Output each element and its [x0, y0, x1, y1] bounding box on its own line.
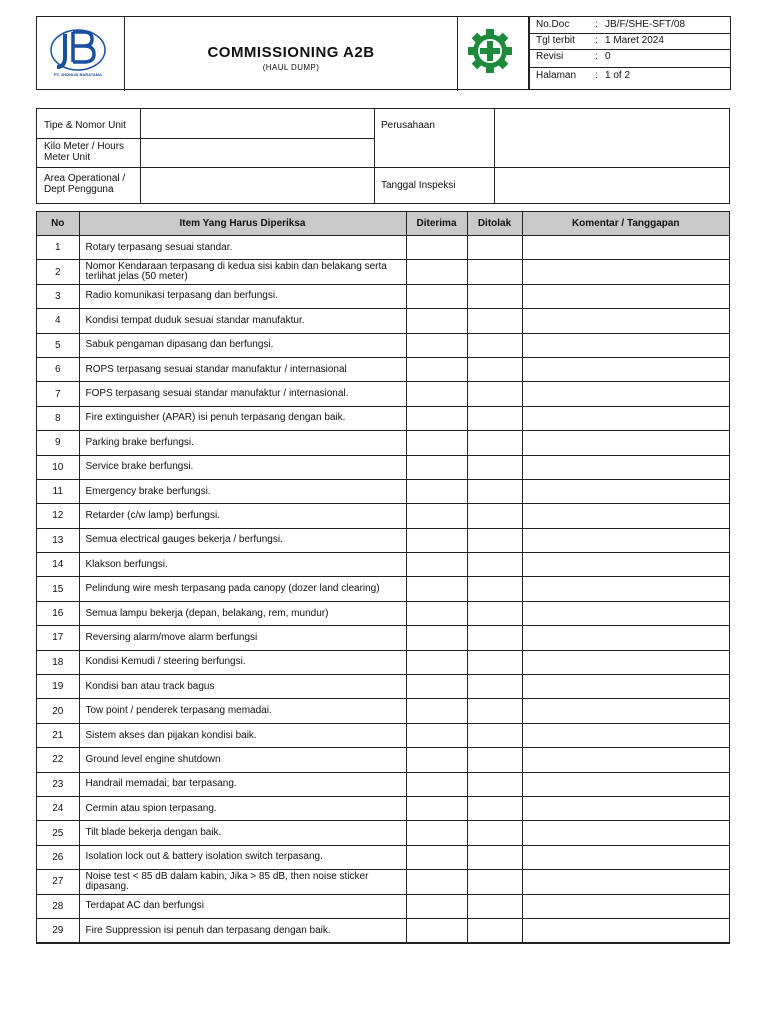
ditolak-cell[interactable] — [467, 650, 522, 674]
column-header-komentar: Komentar / Tanggapan — [522, 212, 729, 236]
diterima-cell[interactable] — [406, 406, 467, 430]
ditolak-cell[interactable] — [467, 577, 522, 601]
diterima-cell[interactable] — [406, 796, 467, 820]
diterima-cell[interactable] — [406, 821, 467, 845]
komentar-cell[interactable] — [522, 772, 729, 796]
row-item: Pelindung wire mesh terpasang pada canopy (dozer land clearing) — [79, 577, 406, 601]
tipe-nomor-unit-label: Tipe & Nomor Unit — [44, 120, 126, 131]
document-info-box — [528, 16, 731, 90]
diterima-cell[interactable] — [406, 626, 467, 650]
ditolak-cell[interactable] — [467, 675, 522, 699]
row-item: Semua lampu bekerja (depan, belakang, rem, mundur) — [79, 601, 406, 625]
tanggal-inspeksi-label: Tanggal Inspeksi — [381, 180, 456, 191]
table-row — [37, 601, 729, 625]
table-row — [37, 796, 729, 820]
row-number: 20 — [37, 699, 79, 723]
komentar-cell[interactable] — [522, 821, 729, 845]
ditolak-cell[interactable] — [467, 699, 522, 723]
column-header-no: No — [37, 212, 79, 236]
komentar-cell[interactable] — [522, 406, 729, 430]
diterima-cell[interactable] — [406, 601, 467, 625]
row-number: 2 — [37, 260, 79, 284]
ditolak-cell[interactable] — [467, 260, 522, 284]
komentar-cell[interactable] — [522, 626, 729, 650]
row-item: Kondisi tempat duduk sesuai standar manufaktur. — [79, 309, 406, 333]
komentar-cell[interactable] — [522, 845, 729, 869]
row-number: 19 — [37, 675, 79, 699]
row-item: Semua electrical gauges bekerja / berfungsi. — [79, 528, 406, 552]
page-title: COMMISSIONING A2B — [207, 44, 375, 61]
row-item: Kondisi Kemudi / steering berfungsi. — [79, 650, 406, 674]
doc-info-row — [529, 68, 730, 84]
doc-info-label: Halaman — [536, 70, 577, 81]
table-row — [37, 260, 729, 284]
row-number: 7 — [37, 382, 79, 406]
table-row — [37, 382, 729, 406]
row-number: 5 — [37, 333, 79, 357]
table-row — [37, 479, 729, 503]
row-number: 27 — [37, 870, 79, 894]
ditolak-cell[interactable] — [467, 870, 522, 894]
table-row — [37, 723, 729, 747]
table-row — [37, 284, 729, 308]
row-number: 23 — [37, 772, 79, 796]
table-row — [37, 748, 729, 772]
table-row — [37, 870, 729, 894]
komentar-cell[interactable] — [522, 333, 729, 357]
table-row — [37, 626, 729, 650]
doc-info-label: No.Doc — [536, 19, 570, 30]
ditolak-cell[interactable] — [467, 918, 522, 942]
table-row — [37, 650, 729, 674]
diterima-cell[interactable] — [406, 675, 467, 699]
doc-info-value: 1 of 2 — [605, 70, 631, 81]
komentar-cell[interactable] — [522, 260, 729, 284]
ditolak-cell[interactable] — [467, 528, 522, 552]
row-number: 9 — [37, 431, 79, 455]
doc-info-separator: : — [595, 70, 598, 81]
row-item: Fire extinguisher (APAR) isi penuh terpasang dengan baik. — [79, 406, 406, 430]
checklist-table — [36, 211, 730, 944]
table-row — [37, 821, 729, 845]
komentar-cell[interactable] — [522, 870, 729, 894]
ditolak-cell[interactable] — [467, 553, 522, 577]
komentar-cell[interactable] — [522, 309, 729, 333]
row-number: 29 — [37, 918, 79, 942]
ditolak-cell[interactable] — [467, 309, 522, 333]
doc-info-separator: : — [595, 19, 598, 30]
company-name: PT. JHONLIN BARATAMA — [53, 72, 103, 77]
row-number: 18 — [37, 650, 79, 674]
title-cell — [125, 17, 458, 91]
ditolak-cell[interactable] — [467, 284, 522, 308]
diterima-cell[interactable] — [406, 284, 467, 308]
row-number: 16 — [37, 601, 79, 625]
row-item: Emergency brake berfungsi. — [79, 479, 406, 503]
row-number: 14 — [37, 553, 79, 577]
row-number: 21 — [37, 723, 79, 747]
ditolak-cell[interactable] — [467, 748, 522, 772]
table-row — [37, 553, 729, 577]
doc-info-label: Revisi — [536, 51, 564, 62]
diterima-cell[interactable] — [406, 723, 467, 747]
diterima-cell[interactable] — [406, 870, 467, 894]
komentar-cell[interactable] — [522, 918, 729, 942]
ditolak-cell[interactable] — [467, 796, 522, 820]
row-number: 6 — [37, 357, 79, 381]
row-item: Handrail memadai; bar terpasang. — [79, 772, 406, 796]
doc-info-row — [529, 49, 730, 65]
row-number: 11 — [37, 479, 79, 503]
row-number: 22 — [37, 748, 79, 772]
diterima-cell[interactable] — [406, 650, 467, 674]
komentar-cell[interactable] — [522, 382, 729, 406]
row-item: Isolation lock out & battery isolation switch terpasang. — [79, 845, 406, 869]
column-header-item: Item Yang Harus Diperiksa — [79, 212, 406, 236]
doc-info-value: 0 — [605, 51, 611, 62]
row-item: Noise test < 85 dB dalam kabin, Jika > 85 dB, then noise sticker dipasang. — [79, 870, 406, 894]
ditolak-cell[interactable] — [467, 406, 522, 430]
ditolak-cell[interactable] — [467, 821, 522, 845]
row-item: Reversing alarm/move alarm berfungsi — [79, 626, 406, 650]
row-item: ROPS terpasang sesuai standar manufaktur / internasional — [79, 357, 406, 381]
row-number: 15 — [37, 577, 79, 601]
doc-info-row — [529, 17, 730, 33]
row-item: Radio komunikasi terpasang dan berfungsi. — [79, 284, 406, 308]
ditolak-cell[interactable] — [467, 236, 522, 260]
row-number: 8 — [37, 406, 79, 430]
logo-cell — [37, 17, 125, 91]
komentar-cell[interactable] — [522, 748, 729, 772]
ditolak-cell[interactable] — [467, 845, 522, 869]
ditolak-cell[interactable] — [467, 504, 522, 528]
row-item: Sabuk pengaman dipasang dan berfungsi. — [79, 333, 406, 357]
doc-info-separator: : — [595, 51, 598, 62]
ditolak-cell[interactable] — [467, 431, 522, 455]
unit-info-section — [36, 108, 730, 204]
perusahaan-field[interactable] — [495, 109, 729, 167]
table-row — [37, 845, 729, 869]
table-row — [37, 309, 729, 333]
table-row — [37, 772, 729, 796]
diterima-cell[interactable] — [406, 382, 467, 406]
row-number: 25 — [37, 821, 79, 845]
komentar-cell[interactable] — [522, 577, 729, 601]
column-header-ditolak: Ditolak — [467, 212, 522, 236]
komentar-cell[interactable] — [522, 723, 729, 747]
tipe-nomor-unit-field[interactable] — [141, 109, 374, 138]
komentar-cell[interactable] — [522, 236, 729, 260]
table-row — [37, 918, 729, 942]
row-item: Sistem akses dan pijakan kondisi baik. — [79, 723, 406, 747]
doc-info-separator: : — [595, 35, 598, 46]
row-item: Klakson berfungsi. — [79, 553, 406, 577]
perusahaan-label: Perusahaan — [381, 120, 435, 131]
row-number: 13 — [37, 528, 79, 552]
table-row — [37, 357, 729, 381]
diterima-cell[interactable] — [406, 772, 467, 796]
kilo-meter-hours-field[interactable] — [141, 139, 374, 167]
table-row — [37, 504, 729, 528]
komentar-cell[interactable] — [522, 650, 729, 674]
row-number: 4 — [37, 309, 79, 333]
diterima-cell[interactable] — [406, 894, 467, 918]
kilo-meter-hours-label: Kilo Meter / Hours Meter Unit — [44, 141, 125, 163]
row-item: Nomor Kendaraan terpasang di kedua sisi kabin dan belakang serta terlihat jelas (50 meter) — [79, 260, 406, 284]
diterima-cell[interactable] — [406, 748, 467, 772]
area-operational-field[interactable] — [141, 168, 374, 203]
ditolak-cell[interactable] — [467, 894, 522, 918]
komentar-cell[interactable] — [522, 553, 729, 577]
row-number: 17 — [37, 626, 79, 650]
diterima-cell[interactable] — [406, 479, 467, 503]
diterima-cell[interactable] — [406, 455, 467, 479]
diterima-cell[interactable] — [406, 236, 467, 260]
table-row — [37, 699, 729, 723]
row-item: Fire Suppression isi penuh dan terpasang dengan baik. — [79, 918, 406, 942]
column-header-diterima: Diterima — [406, 212, 467, 236]
diterima-cell[interactable] — [406, 577, 467, 601]
row-item: Parking brake berfungsi. — [79, 431, 406, 455]
table-row — [37, 894, 729, 918]
row-number: 1 — [37, 236, 79, 260]
row-number: 3 — [37, 284, 79, 308]
doc-info-row — [529, 33, 730, 49]
document-header — [36, 16, 530, 90]
table-row — [37, 675, 729, 699]
doc-info-value: JB/F/SHE-SFT/08 — [605, 19, 686, 30]
komentar-cell[interactable] — [522, 675, 729, 699]
ditolak-cell[interactable] — [467, 382, 522, 406]
row-item: Tow point / penderek terpasang memadai. — [79, 699, 406, 723]
row-number: 28 — [37, 894, 79, 918]
komentar-cell[interactable] — [522, 284, 729, 308]
safety-logo-cell — [458, 17, 531, 91]
table-row — [37, 528, 729, 552]
table-row — [37, 455, 729, 479]
diterima-cell[interactable] — [406, 333, 467, 357]
table-row — [37, 406, 729, 430]
komentar-cell[interactable] — [522, 796, 729, 820]
diterima-cell[interactable] — [406, 699, 467, 723]
row-item: Retarder (c/w lamp) berfungsi. — [79, 504, 406, 528]
diterima-cell[interactable] — [406, 431, 467, 455]
table-row — [37, 236, 729, 260]
row-item: Rotary terpasang sesuai standar. — [79, 236, 406, 260]
komentar-cell[interactable] — [522, 479, 729, 503]
komentar-cell[interactable] — [522, 528, 729, 552]
table-row — [37, 431, 729, 455]
komentar-cell[interactable] — [522, 699, 729, 723]
doc-info-label: Tgl terbit — [536, 35, 575, 46]
row-number: 12 — [37, 504, 79, 528]
diterima-cell[interactable] — [406, 845, 467, 869]
diterima-cell[interactable] — [406, 309, 467, 333]
ditolak-cell[interactable] — [467, 357, 522, 381]
ditolak-cell[interactable] — [467, 626, 522, 650]
diterima-cell[interactable] — [406, 528, 467, 552]
komentar-cell[interactable] — [522, 601, 729, 625]
row-number: 10 — [37, 455, 79, 479]
row-number: 26 — [37, 845, 79, 869]
table-row — [37, 577, 729, 601]
komentar-cell[interactable] — [522, 431, 729, 455]
ditolak-cell[interactable] — [467, 333, 522, 357]
row-item: Service brake berfungsi. — [79, 455, 406, 479]
row-item: Kondisi ban atau track bagus — [79, 675, 406, 699]
row-item: Ground level engine shutdown — [79, 748, 406, 772]
komentar-cell[interactable] — [522, 357, 729, 381]
row-item: Terdapat AC dan berfungsi — [79, 894, 406, 918]
green-cross-gear-icon — [465, 26, 515, 76]
row-number: 24 — [37, 796, 79, 820]
ditolak-cell[interactable] — [467, 772, 522, 796]
page-subtitle: (HAUL DUMP) — [262, 63, 320, 72]
row-item: Tilt blade bekerja dengan baik. — [79, 821, 406, 845]
diterima-cell[interactable] — [406, 504, 467, 528]
komentar-cell[interactable] — [522, 455, 729, 479]
company-logo — [37, 17, 125, 89]
tanggal-inspeksi-field[interactable] — [495, 168, 729, 203]
diterima-cell[interactable] — [406, 357, 467, 381]
ditolak-cell[interactable] — [467, 723, 522, 747]
row-item: FOPS terpasang sesuai standar manufaktur / internasional. — [79, 382, 406, 406]
diterima-cell[interactable] — [406, 260, 467, 284]
diterima-cell[interactable] — [406, 553, 467, 577]
table-row — [37, 333, 729, 357]
diterima-cell[interactable] — [406, 918, 467, 942]
komentar-cell[interactable] — [522, 504, 729, 528]
table-header-row — [37, 212, 729, 236]
ditolak-cell[interactable] — [467, 479, 522, 503]
ditolak-cell[interactable] — [467, 455, 522, 479]
ditolak-cell[interactable] — [467, 601, 522, 625]
doc-info-value: 1 Maret 2024 — [605, 35, 664, 46]
area-operational-label: Area Operational / Dept Pengguna — [44, 173, 126, 195]
komentar-cell[interactable] — [522, 894, 729, 918]
row-item: Cermin atau spion terpasang. — [79, 796, 406, 820]
